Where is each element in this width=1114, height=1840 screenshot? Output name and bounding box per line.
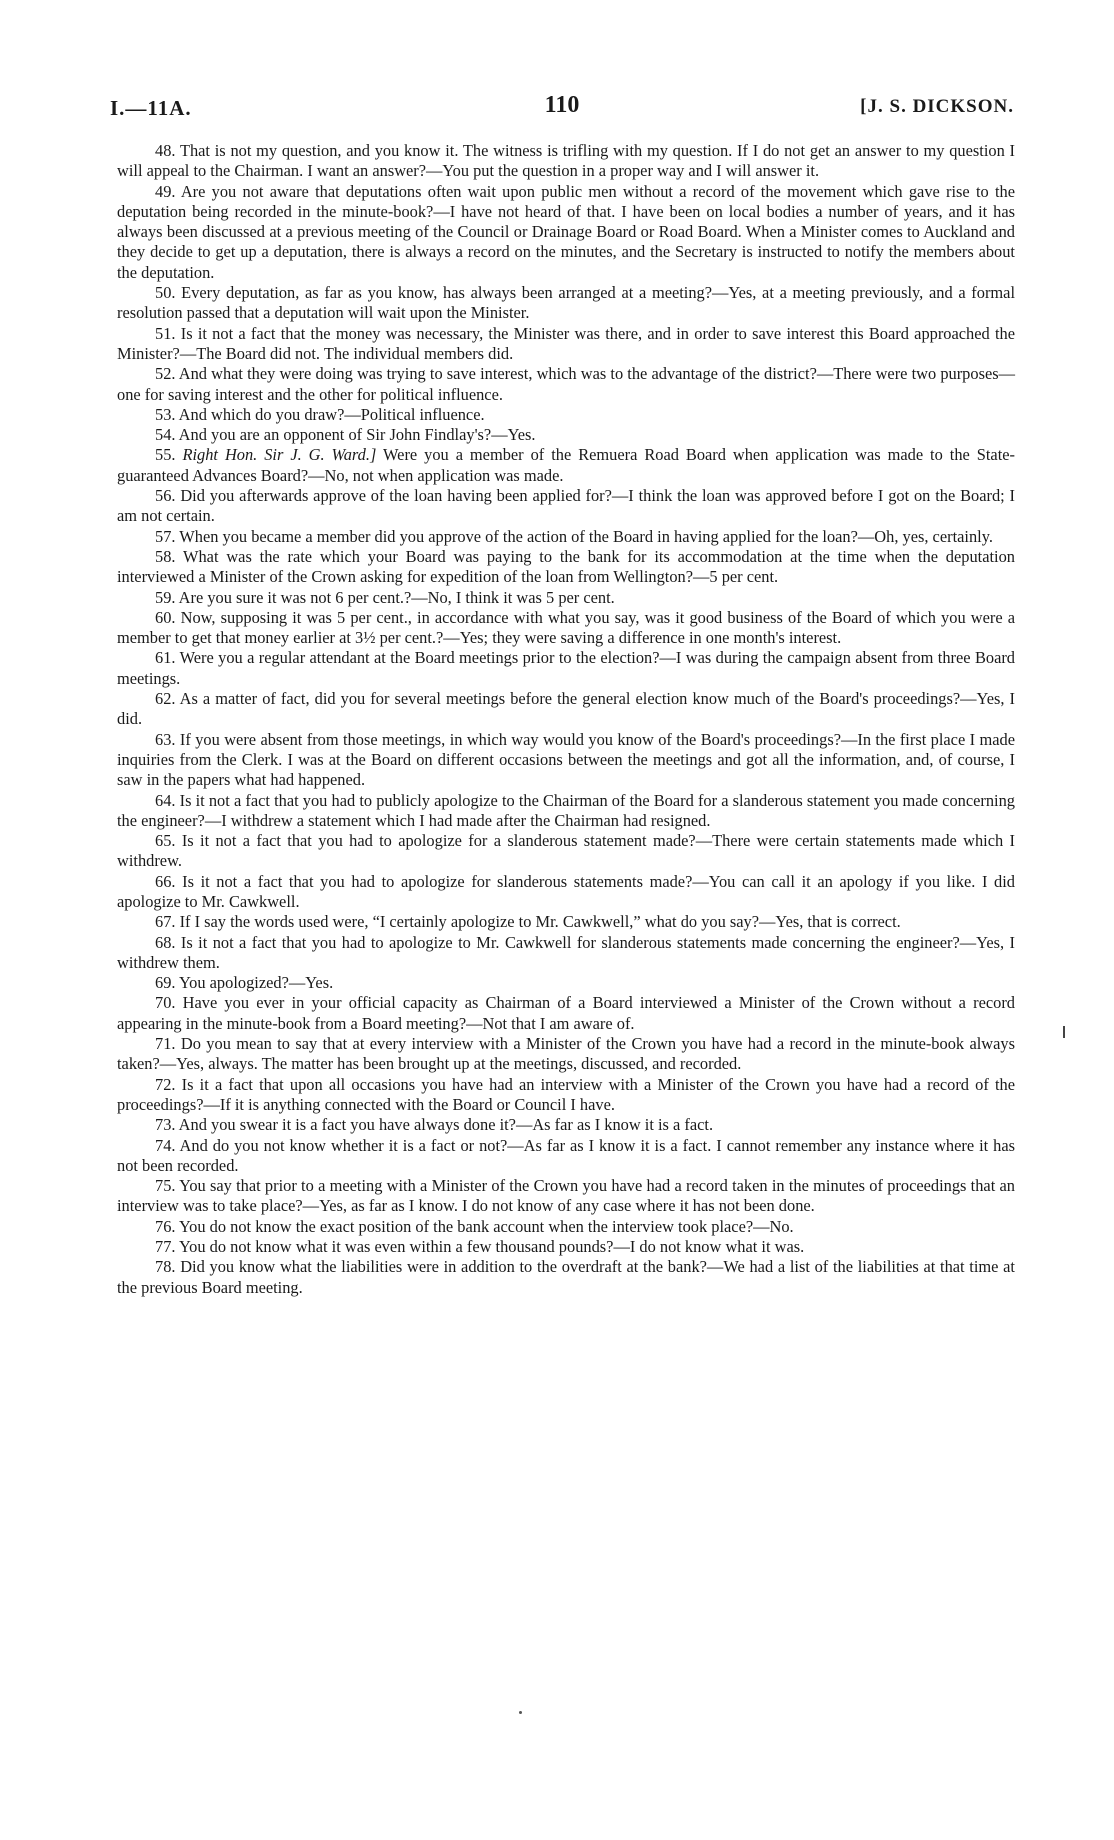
question-48: 48. That is not my question, and you know it. The witness is trifling with my question. If I do not get an answer to my question I will appeal to the Chairman. I want an answer?—You put the question in a proper way and I will answer it. (117, 141, 1015, 181)
question-78: 78. Did you know what the liabilities were in addition to the overdraft at the bank?—We had a list of the liabilities at that time at the previous Board meeting. (117, 1257, 1015, 1297)
question-50: 50. Every deputation, as far as you know, has always been arranged at a meeting?—Yes, at a meeting previously, and a formal resolution passed that a deputation will wait upon the Minister. (117, 283, 1015, 323)
question-54: 54. And you are an opponent of Sir John Findlay's?—Yes. (155, 425, 536, 445)
question-77: 77. You do not know what it was even within a few thousand pounds?—I do not know what it was. (155, 1237, 805, 1257)
question-53: 53. And which do you draw?—Political influence. (155, 404, 485, 424)
witness-name: [J. S. DICKSON. (860, 96, 1014, 117)
question-64: 64. Is it not a fact that you had to publicly apologize to the Chairman of the Board for a slanderous statement you made concerning the engineer?—I withdrew a statement which I had made after the Chairman had resigned. (117, 790, 1015, 830)
question-74: 74. And do you not know whether it is a fact or not?—As far as I know it is a fact. I cannot remember any instance where it has not been recorded. (117, 1135, 1015, 1175)
question-55 (117, 445, 1015, 486)
question-55-text: Were you a member of the Remuera Road Board when application was made to the State-guaranteed Advances Board?—No, not when application was made. (117, 445, 1015, 485)
question-76: 76. You do not know the exact position of the bank account when the interview took place?—No. (155, 1216, 794, 1236)
question-75: 75. You say that prior to a meeting with a Minister of the Crown you have had a record taken in the minutes of proceedings that an interview was to take place?—Yes, as far as I know. I do not know of any case where it has not been done. (117, 1176, 1015, 1216)
margin-mark (1063, 1026, 1065, 1038)
question-51: 51. Is it not a fact that the money was necessary, the Minister was there, and in order to save interest this Board approached the Minister?—The Board did not. The individual members did. (117, 323, 1015, 363)
question-56: 56. Did you afterwards approve of the loan having been applied for?—I think the loan was approved before I got on the Board; I am not certain. (117, 486, 1015, 526)
question-63: 63. If you were absent from those meetings, in which way would you know of the Board's proceedings?—In the first place I made inquiries from the Clerk. I was at the Board on different occasions between the meetings and got all the information, and, of course, I saw in the papers what had happened. (117, 729, 1015, 790)
question-57: 57. When you became a member did you approve of the action of the Board in having applied for the loan?—Oh, yes, certainly. (155, 526, 993, 546)
page-header (110, 92, 1014, 124)
question-55-number: 55. (155, 445, 176, 465)
question-68: 68. Is it not a fact that you had to apologize to Mr. Cawkwell for slanderous statements made concerning the engineer?—Yes, I withdrew them. (117, 932, 1015, 972)
question-58: 58. What was the rate which your Board was paying to the bank for its accommodation at the time when the deputation interviewed a Minister of the Crown asking for expedition of the loan from Wellington?—5 per cent. (117, 546, 1015, 587)
question-72: 72. Is it a fact that upon all occasions you have had an interview with a Minister of the Crown you have had a record of the proceedings?—If it is anything connected with the Board or Council I have. (117, 1074, 1015, 1114)
question-70: 70. Have you ever in your official capacity as Chairman of a Board interviewed a Minister of the Crown without a record appearing in the minute-book from a Board meeting?—Not that I am aware of. (117, 993, 1015, 1033)
question-60: 60. Now, supposing it was 5 per cent., in accordance with what you say, was it good business of the Board of which you were a member to get that money earlier at 3½ per cent.?—Yes; they were saving a difference in one month's interest. (117, 607, 1015, 648)
question-61: 61. Were you a regular attendant at the Board meetings prior to the election?—I was during the campaign absent from three Board meetings. (117, 648, 1015, 688)
question-66: 66. Is it not a fact that you had to apologize for slanderous statements made?—You can call it an apology if you like. I did apologize to Mr. Cawkwell. (117, 871, 1015, 911)
stray-dot-mark (519, 1711, 522, 1714)
page-number: 110 (544, 92, 580, 118)
question-62: 62. As a matter of fact, did you for several meetings before the general election know much of the Board's proceedings?—Yes, I did. (117, 689, 1015, 729)
question-73: 73. And you swear it is a fact you have always done it?—As far as I know it is a fact. (155, 1115, 714, 1135)
testimony-body (117, 141, 1015, 1298)
question-71: 71. Do you mean to say that at every interview with a Minister of the Crown you have had a record in the minute-book always taken?—Yes, always. The matter has been brought up at the meetings, discussed, and recorded. (117, 1034, 1015, 1074)
question-69: 69. You apologized?—Yes. (155, 973, 334, 993)
question-67: 67. If I say the words used were, “I certainly apologize to Mr. Cawkwell,” what do you say?—Yes, that is correct. (155, 912, 901, 932)
question-65: 65. Is it not a fact that you had to apologize for a slanderous statement made?—There were certain statements made which I withdrew. (117, 831, 1015, 871)
question-59: 59. Are you sure it was not 6 per cent.?—No, I think it was 5 per cent. (155, 587, 615, 607)
question-49: 49. Are you not aware that deputations often wait upon public men without a record of the movement which gave rise to the deputation being recorded in the minute-book?—I have not heard of that. I have been on local bodies a number of years, and it has always been discussed at a previous meeting of the Council or Drainage Board or Road Board. When a Minister comes to Auckland and they decide to get up a deputation, there is always a record on the minutes, and the Secretary is instructed to notify the members about the deputation. (117, 181, 1015, 282)
paper-reference: I.—11A. (110, 96, 192, 120)
question-55-speaker: Right Hon. Sir J. G. Ward.] (182, 445, 377, 465)
question-52: 52. And what they were doing was trying to save interest, which was to the advantage of the district?—There were two purposes—one for saving interest and the other for political influence. (117, 364, 1015, 404)
